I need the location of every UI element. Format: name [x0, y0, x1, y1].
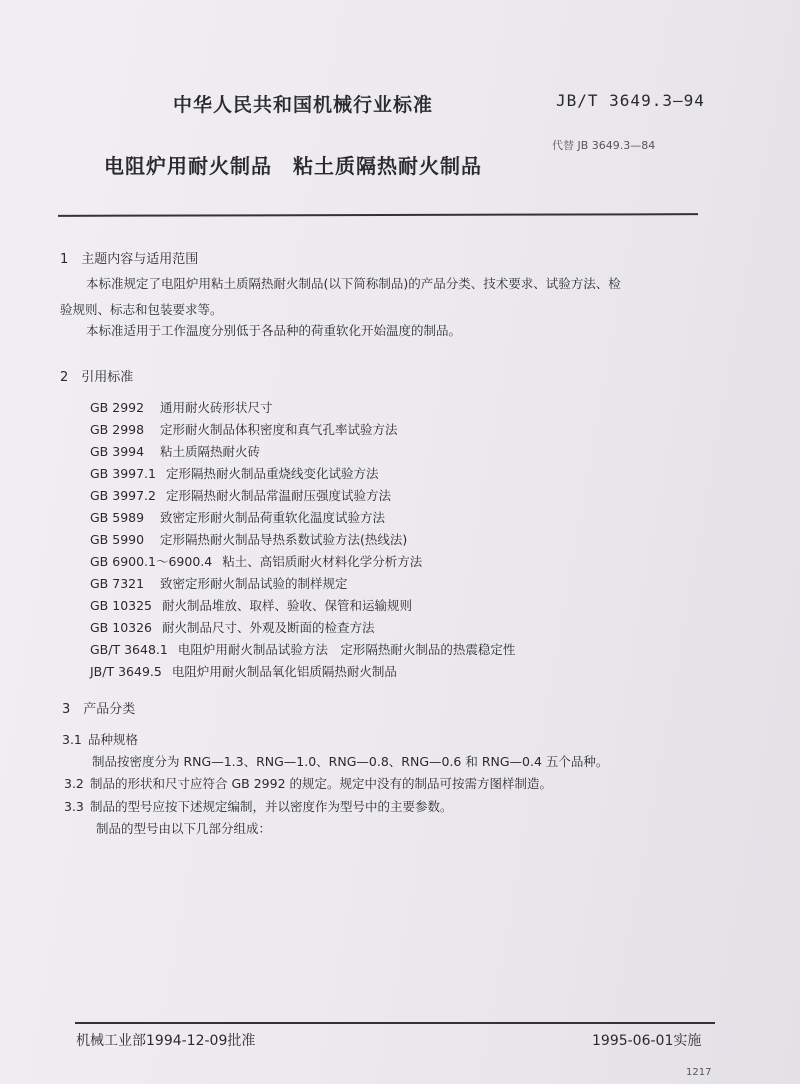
section1-heading: 1 主题内容与适用范围: [60, 252, 199, 267]
standard-code: JB/T 3649.3—94: [556, 91, 705, 110]
page-number: 1217: [686, 1067, 712, 1078]
subsection-number: 3.1: [62, 732, 82, 747]
ref-code: GB 10326: [90, 620, 152, 635]
section3-heading: 3 产品分类: [62, 702, 136, 717]
section1-para1-line2: 验规则、标志和包装要求等。: [60, 302, 223, 317]
ref-item: [90, 596, 412, 614]
ref-item: [90, 398, 273, 416]
ref-code: GB 3997.1: [90, 466, 156, 481]
ref-title: 致密定形耐火制品试验的制样规定: [160, 576, 348, 591]
ref-item: [90, 464, 379, 482]
ref-code: GB 7321: [90, 576, 145, 591]
subsection-number: 3.3: [64, 799, 84, 814]
replaces-note: 代替 JB 3649.3—84: [552, 139, 656, 152]
ref-title: 定形隔热耐火制品常温耐压强度试验方法: [165, 488, 391, 503]
ref-item: [90, 662, 397, 680]
ref-code: GB 6900.1～6900.4: [90, 554, 213, 569]
ref-title: 定形耐火制品体积密度和真气孔率试验方法: [160, 422, 398, 437]
ref-title: 定形隔热耐火制品导热系数试验方法(热线法): [160, 532, 408, 547]
subsection-text: 制品的型号应按下述规定编制，并以密度作为型号中的主要参数。: [90, 799, 453, 814]
ref-code: GB 5989: [90, 510, 145, 525]
ref-item: [90, 640, 515, 658]
subsection-3-2: [64, 774, 552, 792]
subsection-3-3: [64, 797, 453, 815]
ref-item: [90, 420, 398, 438]
header-divider: [58, 213, 698, 217]
ref-code: GB/T 3648.1: [90, 642, 168, 657]
approval-date: 机械工业部1994-12-09批准: [76, 1033, 256, 1049]
subsection-3-3-text2: 制品的型号由以下几部分组成：: [96, 821, 272, 836]
standard-name: 中华人民共和国机械行业标准: [173, 94, 434, 116]
ref-item: [90, 574, 348, 592]
ref-title: 耐火制品堆放、取样、验收、保管和运输规则: [162, 598, 413, 613]
ref-code: GB 3994: [90, 444, 145, 459]
ref-code: GB 10325: [90, 598, 152, 613]
ref-code: GB 2998: [90, 422, 145, 437]
section1-para1-line1: 本标准规定了电阻炉用粘土质隔热耐火制品(以下简称制品)的产品分类、技术要求、试验方法、检: [86, 276, 621, 291]
ref-code: GB 3997.2: [90, 488, 156, 503]
ref-item: [90, 618, 375, 636]
ref-item: [90, 530, 407, 548]
ref-title: 粘土质隔热耐火砖: [160, 444, 261, 459]
ref-title: 耐火制品尺寸、外观及断面的检查方法: [162, 620, 375, 635]
effective-date: 1995-06-01实施: [592, 1033, 702, 1049]
ref-item: [90, 442, 260, 460]
subsection-number: 3.2: [64, 776, 84, 791]
ref-title: 定形隔热耐火制品重烧线变化试验方法: [165, 466, 379, 481]
footer-divider: [75, 1022, 715, 1024]
ref-code: JB/T 3649.5: [90, 664, 162, 679]
ref-title: 粘土、高铝质耐火材料化学分析方法: [222, 554, 423, 569]
ref-item: [90, 486, 391, 504]
ref-code: GB 5990: [90, 532, 145, 547]
section2-heading: 2 引用标准: [60, 370, 134, 385]
ref-title: 通用耐火砖形状尺寸: [160, 400, 273, 415]
ref-title: 致密定形耐火制品荷重软化温度试验方法: [160, 510, 386, 525]
ref-title: 电阻炉用耐火制品氧化铝质隔热耐火制品: [171, 664, 397, 679]
subsection-3-1: [62, 730, 138, 748]
ref-code: GB 2992: [90, 400, 145, 415]
document-title: 电阻炉用耐火制品 粘土质隔热耐火制品: [104, 154, 482, 178]
subsection-title: 品种规格: [88, 732, 139, 747]
subsection-text: 制品的形状和尺寸应符合 GB 2992 的规定。规定中没有的制品可按需方图样制造。: [90, 776, 552, 791]
subsection-3-1-text: 制品按密度分为 RNG—1.3、RNG—1.0、RNG—0.8、RNG—0.6 和 RNG—0.4 五个品种。: [92, 754, 609, 769]
ref-item: [90, 508, 385, 526]
ref-title: 电阻炉用耐火制品试验方法 定形隔热耐火制品的热震稳定性: [177, 642, 516, 657]
section1-para2: 本标准适用于工作温度分别低于各品种的荷重软化开始温度的制品。: [86, 323, 462, 338]
ref-item: [90, 552, 422, 570]
